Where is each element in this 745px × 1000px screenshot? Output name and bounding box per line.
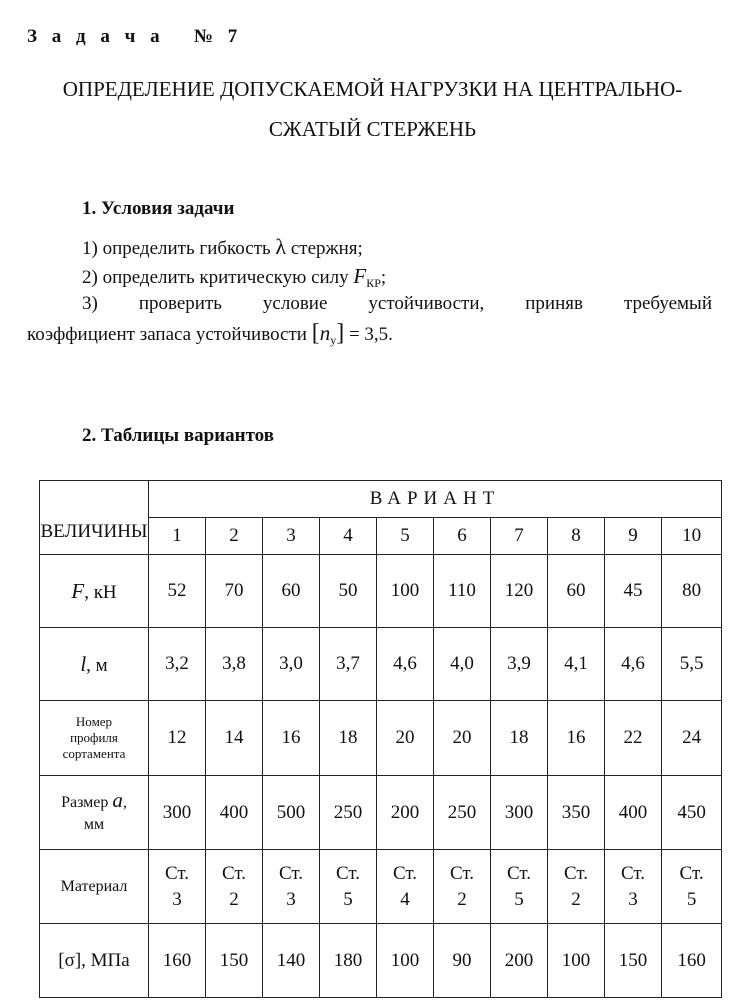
- force-symbol: F: [353, 264, 367, 288]
- table-cell: 4,1: [548, 628, 605, 701]
- table-cell: 500: [263, 776, 320, 850]
- row-label-stress: [σ], МПа: [40, 924, 149, 998]
- condition-item-1: [82, 235, 363, 261]
- profile-label-line1: Номер: [75, 714, 113, 729]
- table-cell: 100: [548, 924, 605, 998]
- condition-3-word: требуемый: [623, 293, 712, 314]
- table-cell: 5,5: [662, 628, 722, 701]
- table-row-size: [40, 776, 722, 850]
- table-cell: 20: [434, 701, 491, 776]
- table-cell: 3,8: [206, 628, 263, 701]
- material-number: 5: [514, 888, 524, 910]
- variant-number: 4: [320, 518, 377, 555]
- material-grade: Ст.: [506, 862, 532, 884]
- condition-item-2: [82, 264, 386, 291]
- table-cell: 110: [434, 555, 491, 628]
- table-cell: 16: [548, 701, 605, 776]
- table-header-row: [40, 481, 722, 518]
- table-row-profile: [40, 701, 722, 776]
- condition-3-word: устойчивости,: [368, 293, 485, 314]
- table-cell: 150: [206, 924, 263, 998]
- table-cell: 3,0: [263, 628, 320, 701]
- table-cell: 300: [491, 776, 548, 850]
- table-cell: [206, 850, 263, 924]
- table-cell: 18: [491, 701, 548, 776]
- table-cell: [662, 850, 722, 924]
- material-number: 3: [628, 888, 638, 910]
- condition-1-text-end: стержня;: [286, 238, 363, 259]
- row-label-material: Материал: [40, 850, 149, 924]
- table-cell: 160: [149, 924, 206, 998]
- table-cell: 100: [377, 924, 434, 998]
- variant-number: 3: [263, 518, 320, 555]
- table-cell: 400: [605, 776, 662, 850]
- force-subscript: КР: [366, 276, 381, 290]
- lambda-symbol: λ: [275, 234, 287, 259]
- table-cell: 60: [263, 555, 320, 628]
- material-number: 2: [229, 888, 239, 910]
- table-cell: 250: [434, 776, 491, 850]
- table-cell: 150: [605, 924, 662, 998]
- material-grade: Ст.: [164, 862, 190, 884]
- material-grade: Ст.: [278, 862, 304, 884]
- row-label-size: [40, 776, 149, 850]
- table-cell: 400: [206, 776, 263, 850]
- table-cell: 3,2: [149, 628, 206, 701]
- table-cell: 24: [662, 701, 722, 776]
- table-cell: 120: [491, 555, 548, 628]
- variant-header: ВАРИАНТ: [149, 481, 722, 518]
- table-cell: [263, 850, 320, 924]
- table-row-force: [40, 555, 722, 628]
- table-cell: 70: [206, 555, 263, 628]
- table-cell: 100: [377, 555, 434, 628]
- table-cell: [149, 850, 206, 924]
- variant-number: 2: [206, 518, 263, 555]
- condition-2-text: 2) определить критическую силу: [82, 267, 354, 288]
- table-cell: 4,0: [434, 628, 491, 701]
- table-cell: [434, 850, 491, 924]
- size-label-post: ,: [122, 794, 127, 811]
- row-label-profile: [40, 701, 149, 776]
- table-cell: 16: [263, 701, 320, 776]
- material-grade: Ст.: [335, 862, 361, 884]
- material-number: 2: [457, 888, 467, 910]
- table-cell: 4,6: [377, 628, 434, 701]
- variant-number: 1: [149, 518, 206, 555]
- table-cell: [377, 850, 434, 924]
- table-row-length: [40, 628, 722, 701]
- material-number: 2: [571, 888, 581, 910]
- material-grade: Ст.: [563, 862, 589, 884]
- table-cell: 450: [662, 776, 722, 850]
- material-grade: Ст.: [221, 862, 247, 884]
- profile-label-line2: профиля: [70, 730, 118, 745]
- length-row-symbol: l: [80, 651, 87, 676]
- material-grade: Ст.: [679, 862, 704, 884]
- variant-number: 10: [662, 518, 722, 555]
- material-grade: Ст.: [392, 862, 418, 884]
- table-cell: 3,7: [320, 628, 377, 701]
- table-row-stress: [40, 924, 722, 998]
- size-label-line2: мм: [83, 816, 105, 833]
- variant-number: 6: [434, 518, 491, 555]
- variant-number: 7: [491, 518, 548, 555]
- table-cell: 52: [149, 555, 206, 628]
- size-label-pre: Размер: [61, 794, 113, 811]
- material-number: 5: [343, 888, 353, 910]
- table-cell: [320, 850, 377, 924]
- table-cell: 80: [662, 555, 722, 628]
- table-cell: [491, 850, 548, 924]
- table-cell: 3,9: [491, 628, 548, 701]
- bracket-close: ]: [336, 320, 345, 346]
- quantity-header: ВЕЛИЧИНЫ: [40, 481, 149, 555]
- force-row-symbol: F: [71, 578, 85, 603]
- conditions-heading: 1. Условия задачи: [82, 198, 235, 219]
- task-title-line2: СЖАТЫЙ СТЕРЖЕНЬ: [268, 117, 477, 141]
- length-row-unit: , м: [86, 654, 108, 676]
- table-cell: 140: [263, 924, 320, 998]
- table-cell: 180: [320, 924, 377, 998]
- table-cell: 4,6: [605, 628, 662, 701]
- force-row-unit: , кН: [84, 581, 117, 603]
- material-number: 5: [686, 888, 697, 910]
- material-grade: Ст.: [449, 862, 475, 884]
- size-label-symbol: a: [112, 788, 123, 812]
- task-title-line1: ОПРЕДЕЛЕНИЕ ДОПУСКАЕМОЙ НАГРУЗКИ НА ЦЕНТРАЛЬНО-: [62, 77, 683, 101]
- condition-item-3-line2: [27, 321, 393, 348]
- table-cell: 200: [377, 776, 434, 850]
- variant-number: 8: [548, 518, 605, 555]
- table-cell: [605, 850, 662, 924]
- material-grade: Ст.: [620, 862, 646, 884]
- table-cell: 160: [662, 924, 722, 998]
- table-cell: 14: [206, 701, 263, 776]
- condition-3-text: коэффициент запаса устойчивости: [27, 324, 312, 345]
- condition-3-word: приняв: [525, 293, 583, 314]
- table-cell: 200: [491, 924, 548, 998]
- safety-factor-symbol: n: [319, 321, 331, 345]
- table-cell: 250: [320, 776, 377, 850]
- variant-number: 9: [605, 518, 662, 555]
- condition-item-3-line1: [82, 292, 712, 316]
- size-label-line1: [40, 789, 148, 814]
- condition-3-text-end: = 3,5.: [344, 324, 393, 345]
- condition-3-word: проверить: [138, 293, 222, 314]
- condition-3-word: условие: [262, 293, 328, 314]
- safety-factor-subscript: у: [330, 333, 337, 347]
- table-cell: 60: [548, 555, 605, 628]
- task-number: З а д а ч а № 7: [27, 26, 243, 47]
- table-cell: 22: [605, 701, 662, 776]
- profile-label-line3: сортамента: [62, 746, 126, 761]
- variants-table: [39, 480, 722, 998]
- table-cell: [548, 850, 605, 924]
- material-number: 4: [400, 888, 410, 910]
- condition-1-text: 1) определить гибкость: [82, 238, 276, 259]
- table-cell: 90: [434, 924, 491, 998]
- material-number: 3: [172, 888, 182, 910]
- variants-heading: 2. Таблицы вариантов: [82, 425, 274, 446]
- row-label-length: [40, 628, 149, 701]
- table-cell: 20: [377, 701, 434, 776]
- row-label-force: [40, 555, 149, 628]
- variant-number: 5: [377, 518, 434, 555]
- table-cell: 12: [149, 701, 206, 776]
- table-row-material: [40, 850, 722, 924]
- table-cell: 50: [320, 555, 377, 628]
- table-cell: 18: [320, 701, 377, 776]
- condition-3-word: 3): [82, 293, 98, 314]
- material-number: 3: [286, 888, 296, 910]
- bracket-open: [: [311, 320, 320, 346]
- condition-2-text-end: ;: [380, 267, 387, 288]
- table-cell: 350: [548, 776, 605, 850]
- table-cell: 300: [149, 776, 206, 850]
- table-cell: 45: [605, 555, 662, 628]
